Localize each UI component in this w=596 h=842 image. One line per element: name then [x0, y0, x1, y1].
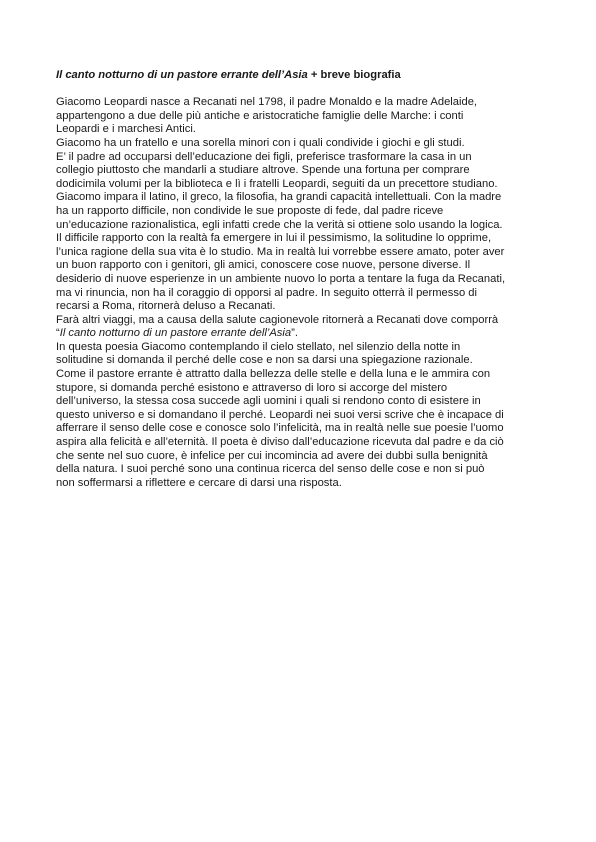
text-line: collegio piuttosto che mandarli a studiare altrove. Spende una fortuna per comprare: [56, 164, 470, 177]
text-line: stupore, si domanda perché esistono e attraverso di loro si accorge del mistero: [56, 381, 448, 394]
text-line: Giacomo impara il latino, il greco, la filosofia, ha grandi capacità intellettuali. Con la madre: [56, 191, 502, 204]
text-line: aspira alla felicità e all’eternità. Il poeta è diviso dall’educazione ricevuta dal padre e da ciò: [56, 436, 504, 449]
text-line: afferrare il senso delle cose e conosce solo l’infelicità, ma in realtà nelle sue poesie l’uomo: [56, 422, 504, 435]
text-line: ma vi rinuncia, non ha il coraggio di opporsi al padre. In seguito otterrà il permesso di: [56, 286, 478, 299]
text-line: Giacomo ha un fratello e una sorella minori con i quali condivide i giochi e gli studi.: [56, 136, 465, 149]
text-line: dell’universo, la stessa cosa succede agli uomini i quali si rendono conto di esistere in: [56, 395, 481, 408]
document-page: [56, 69, 546, 490]
text-line: un buon rapporto con i genitori, gli amici, conoscere cose nuove, persone diverse. Il: [56, 259, 471, 272]
text-line: recarsi a Roma, ritornerà deluso a Recanati.: [56, 300, 276, 313]
text-line: un’educazione razionalistica, egli infatti crede che la verità si ottiene solo usando la logica.: [56, 218, 503, 231]
text-line: Il difficile rapporto con la realtà fa emergere in lui il pessimismo, la solitudine lo opprime,: [56, 232, 492, 245]
quoted-poem-title: Il canto notturno di un pastore errante dell’Asia: [59, 327, 292, 340]
text-line: che sente nel suo cuore, è infelice per cui incomincia ad avere dei dubbi sulla benignità: [56, 449, 488, 462]
text-line: Come il pastore errante è attratto dalla bellezza delle stelle e della luna e le ammira con: [56, 368, 491, 381]
text-line: appartengono a due delle più antiche e aristocratiche famiglie delle Marche: i conti: [56, 109, 464, 122]
title-italic-part: Il canto notturno di un pastore errante dell’Asia: [56, 69, 308, 81]
quoted-title-line: [56, 327, 546, 341]
document-title: [56, 69, 546, 83]
text-line: questo universo e si domandano il perché. Leopardi nei suoi versi scrive che è incapace di: [56, 408, 504, 421]
text-line: l’unica ragione della sua vita è lo studio. Ma in realtà lui vorrebbe essere amato, poter aver: [56, 245, 505, 258]
text-line: non soffermarsi a riflettere e cercare di darsi una risposta.: [56, 476, 342, 489]
text-line: In questa poesia Giacomo contemplando il cielo stellato, nel silenzio della notte in: [56, 340, 461, 353]
text-line: solitudine si domanda il perché delle cose e non sa darsi una spiegazione razionale.: [56, 354, 473, 367]
body-text: [56, 96, 546, 490]
text-line: Farà altri viaggi, ma a causa della salute cagionevole ritornerà a Recanati dove comporrà: [56, 313, 499, 326]
text-line: dodicimila volumi per la biblioteca e lì i fratelli Leopardi, seguiti da un precettore studiano.: [56, 177, 498, 190]
text-line: Leopardi e i marchesi Antici.: [56, 123, 196, 136]
text-line: desiderio di nuove esperienze in un ambiente nuovo lo porta a tentare la fuga da Recanati,: [56, 272, 506, 285]
quote-close: ”.: [291, 327, 298, 340]
text-line: Giacomo Leopardi nasce a Recanati nel 1798, il padre Monaldo e la madre Adelaide,: [56, 96, 478, 109]
title-rest-part: + breve biografia: [307, 69, 401, 81]
text-line: E’ il padre ad occuparsi dell’educazione dei figli, preferisce trasformare la casa in un: [56, 150, 472, 163]
text-line: ha un rapporto difficile, non condivide le sue proposte di fede, dal padre riceve: [56, 204, 444, 217]
quote-open: “: [56, 327, 60, 340]
text-line: della natura. I suoi perché sono una continua ricerca del senso delle cose e non si può: [56, 463, 485, 476]
